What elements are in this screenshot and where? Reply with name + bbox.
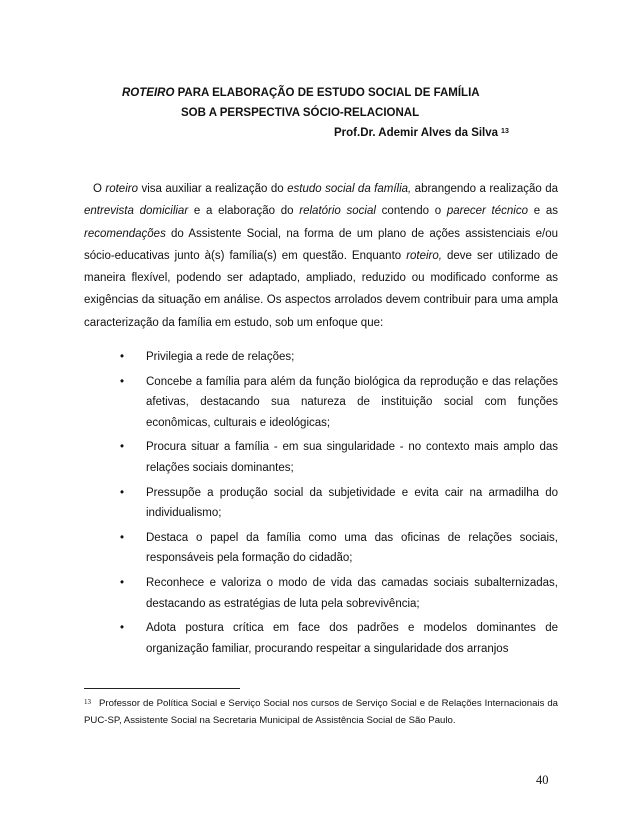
list-item <box>120 372 558 434</box>
author-line <box>334 127 509 139</box>
document-title-line-1 <box>122 87 480 99</box>
footnote-text: Professor de Política Social e Serviço Social nos cursos de Serviço Social e de Relações Internacionais da PUC-SP, Assistente Social na Secretaria Municipal de Assistência Social de São Paulo. <box>84 698 558 726</box>
author-name: Prof.Dr. Ademir Alves da Silva <box>334 127 499 139</box>
footnote <box>84 696 558 728</box>
intro-italic: roteiro <box>105 183 138 195</box>
list-item-text: Pressupõe a produção social da subjetividade e evita cair na armadilha do individualismo; <box>146 486 558 520</box>
intro-text: abrangendo a realização da <box>411 183 558 195</box>
intro-text: do Assistente Social, na forma de um plano de ações assistenciais e/ou sócio-educativas junto à(s) família(s) em questão. Enquanto <box>84 227 558 262</box>
list-item-text: Adota postura crítica em face dos padrões e modelos dominantes de organização familiar, procurando respeitar a singularidade dos arranjos <box>146 622 558 655</box>
intro-italic: roteiro, <box>406 249 442 262</box>
intro-italic: estudo social da família, <box>287 183 412 195</box>
list-item-text: Concebe a família para além da função biológica da reprodução e das relações afetivas, destacando sua natureza de instituição social com funções econômicas, culturais e ideológicas; <box>146 375 558 429</box>
footnote-number: 13 <box>84 698 91 706</box>
page-number: 40 <box>536 773 549 787</box>
list-item <box>120 528 558 569</box>
intro-text: contendo o <box>375 205 447 218</box>
bullet-list <box>120 347 558 663</box>
intro-text: visa auxiliar a realização do <box>138 183 288 195</box>
intro-text: O <box>93 183 106 195</box>
bullet-icon: • <box>120 622 125 635</box>
list-item <box>120 483 558 524</box>
title-line-1-rest: PARA ELABORAÇÃO DE ESTUDO SOCIAL DE FAMÍLIA <box>174 87 480 99</box>
list-item <box>120 437 558 478</box>
bullet-icon: • <box>120 441 125 454</box>
footnote-divider <box>84 688 240 689</box>
list-item <box>120 618 558 659</box>
intro-text: e a elaboração do <box>188 205 300 218</box>
list-item-text: Destaca o papel da família como uma das oficinas de relações sociais, responsáveis pela formação do cidadão; <box>146 531 558 565</box>
list-item-text: Privilegia a rede de relações; <box>146 351 295 363</box>
bullet-icon: • <box>120 351 125 363</box>
intro-paragraph <box>84 178 558 334</box>
author-footnote-ref: 13 <box>501 128 509 135</box>
list-item-text: Reconhece e valoriza o modo de vida das camadas sociais subalternizadas, destacando as estratégias de luta pela sobrevivência; <box>146 576 558 610</box>
intro-italic: parecer técnico <box>446 205 528 218</box>
intro-italic: recomendações <box>84 227 166 240</box>
bullet-icon: • <box>120 375 125 388</box>
bullet-icon: • <box>120 531 125 544</box>
bullet-icon: • <box>120 486 125 499</box>
intro-text: deve ser utilizado de maneira flexível, podendo ser adaptado, ampliado, reduzido ou modificado conforme as exigências da situação em análise. Os aspectos arrolados devem contribuir para uma ampla caracterização da família em estudo, sob um enfoque que: <box>84 249 558 329</box>
title-roteiro-italic: ROTEIRO <box>122 87 175 99</box>
list-item <box>120 347 558 368</box>
intro-italic: entrevista domiciliar <box>84 205 189 218</box>
intro-italic: relatório social <box>299 205 376 218</box>
list-item <box>120 573 558 614</box>
document-title-line-2: SOB A PERSPECTIVA SÓCIO-RELACIONAL <box>181 107 420 119</box>
bullet-icon: • <box>120 576 125 589</box>
intro-text: e as <box>528 205 558 218</box>
list-item-text: Procura situar a família - em sua singularidade - no contexto mais amplo das relações sociais dominantes; <box>146 441 558 474</box>
